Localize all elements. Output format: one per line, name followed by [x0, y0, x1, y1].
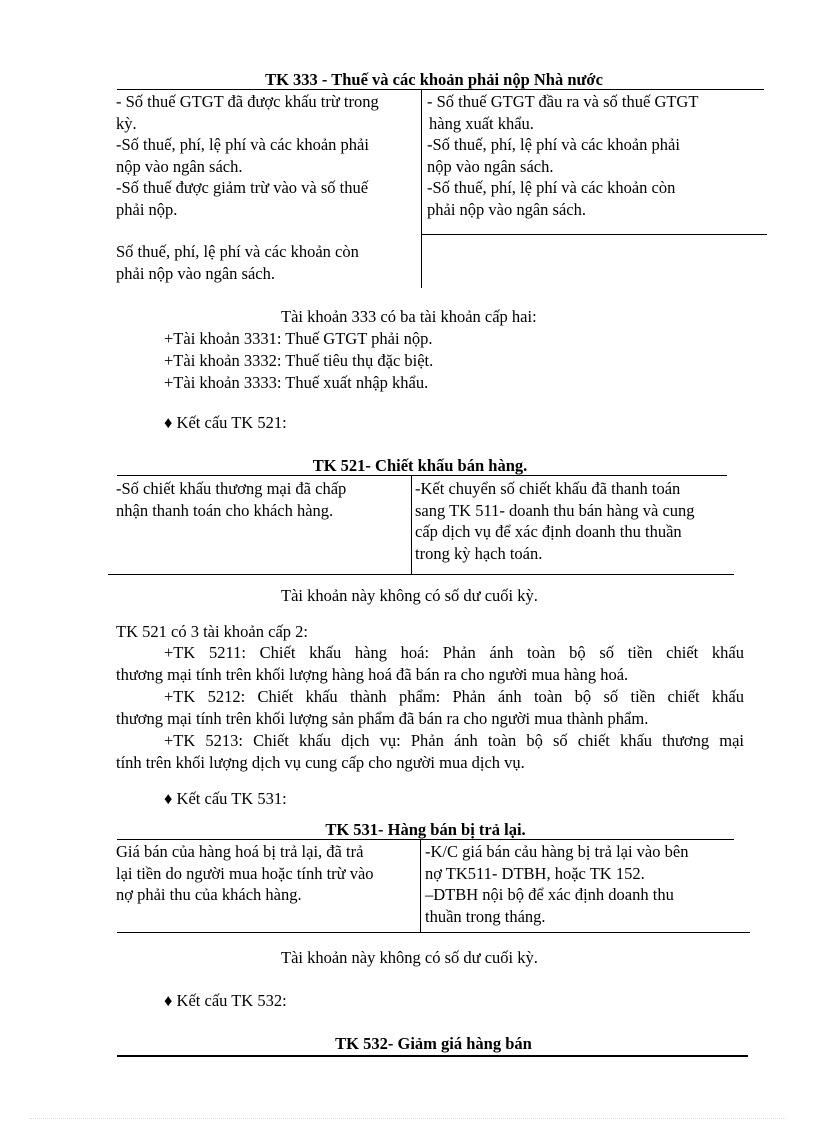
tk521-sub-line: thương mại tính trên khối lượng sản phẩm đã bán ra cho người mua thành phẩm.: [116, 709, 649, 728]
tk531-top-rule: [117, 839, 734, 840]
tk333-title: TK 333 - Thuế và các khoản phải nộp Nhà nước: [265, 70, 603, 89]
tk531-credit-line: nợ TK511- DTBH, hoặc TK 152.: [425, 863, 645, 883]
tk531-debit-line: lại tiền do người mua hoặc tính trừ vào: [116, 863, 374, 883]
tk532-title: TK 532- Giảm giá hàng bán: [335, 1034, 532, 1053]
tk521-title: TK 521- Chiết khấu bán hàng.: [312, 456, 528, 475]
tk521-no-balance-note: Tài khoản này không có số dư cuối kỳ.: [281, 586, 538, 605]
tk333-debit-line: - Số thuế GTGT đã được khấu trừ trong: [116, 92, 379, 111]
tk333-credit-line: hàng xuất khẩu.: [429, 113, 534, 133]
bullet-ket-cau-531: ♦ Kết cấu TK 531:: [164, 789, 287, 808]
tk521-top-rule: [117, 475, 727, 476]
tk521-debit-cell: [116, 478, 346, 521]
tk333-credit-line: nộp vào ngân sách.: [427, 156, 554, 176]
tk521-debit-line: nhận thanh toán cho khách hàng.: [116, 500, 334, 520]
tk333-credit-line: phải nộp vào ngân sách.: [427, 199, 586, 219]
tk521-credit-line: sang TK 511- doanh thu bán hàng và cung: [415, 500, 695, 520]
tk521-sub-line: +TK 5213: Chiết khấu dịch vụ: Phản ánh toàn bộ số chiết khấu thương mại: [164, 731, 744, 750]
tk531-credit-line: -K/C giá bán cảu hàng bị trả lại vào bên: [425, 842, 689, 861]
page-bottom-edge: [30, 1118, 786, 1119]
tk333-debit-line: -Số thuế, phí, lệ phí và các khoản phải: [116, 135, 369, 154]
tk333-balance-line: Số thuế, phí, lệ phí và các khoản còn: [116, 242, 359, 261]
bullet-ket-cau-521: ♦ Kết cấu TK 521:: [164, 413, 287, 432]
tk333-credit-cell: [427, 91, 698, 220]
tk521-credit-cell: [415, 478, 695, 564]
tk521-sub-item-5212: [116, 686, 744, 730]
tk531-debit-cell: [116, 841, 374, 906]
tk333-credit-line: -Số thuế, phí, lệ phí và các khoản phải: [427, 135, 680, 154]
tk521-sub-line: tính trên khối lượng dịch vụ cung cấp cho người mua dịch vụ.: [116, 753, 525, 772]
bullet-ket-cau-532: ♦ Kết cấu TK 532:: [164, 991, 287, 1010]
tk333-center-rule: [421, 89, 422, 288]
tk333-debit-line: nộp vào ngân sách.: [116, 156, 243, 176]
tk531-credit-cell: [425, 841, 688, 927]
tk333-sub-item: +Tài khoản 3332: Thuế tiêu thụ đặc biệt.: [164, 351, 434, 370]
tk333-sub-item: +Tài khoản 3333: Thuế xuất nhập khẩu.: [164, 373, 429, 392]
tk333-balance-rule: [421, 234, 767, 235]
tk531-title: TK 531- Hàng bán bị trả lại.: [325, 820, 526, 839]
tk333-credit-line: - Số thuế GTGT đầu ra và số thuế GTGT: [427, 92, 699, 111]
tk521-sub-item-5211: [116, 642, 744, 686]
tk333-top-rule: [117, 89, 764, 90]
tk333-sub-item: +Tài khoản 3331: Thuế GTGT phải nộp.: [164, 329, 433, 348]
tk333-balance-line: phải nộp vào ngân sách.: [116, 263, 275, 283]
tk333-balance-cell: [116, 241, 359, 284]
tk521-credit-line: -Kết chuyển số chiết khấu đã thanh toán: [415, 479, 681, 498]
tk521-credit-line: cấp dịch vụ để xác định doanh thu thuần: [415, 522, 682, 541]
tk521-credit-line: trong kỳ hạch toán.: [415, 543, 543, 563]
tk521-sub-line: +TK 5211: Chiết khấu hàng hoá: Phản ánh toàn bộ số tiền chiết khấu: [164, 643, 744, 662]
tk333-debit-line: -Số thuế được giảm trừ vào và số thuế: [116, 178, 369, 197]
tk531-credit-line: –DTBH nội bộ để xác định doanh thu: [425, 885, 674, 904]
tk531-bottom-rule: [117, 932, 750, 933]
tk521-sub-line: thương mại tính trên khối lượng hàng hoá đã bán ra cho người mua hàng hoá.: [116, 665, 629, 684]
tk333-credit-line: -Số thuế, phí, lệ phí và các khoản còn: [427, 178, 676, 197]
tk521-bottom-rule: [108, 574, 734, 575]
tk521-sub-item-5213: [116, 730, 744, 774]
tk521-center-rule: [411, 475, 412, 574]
tk531-center-rule: [420, 839, 421, 932]
tk531-debit-line: nợ phải thu của khách hàng.: [116, 885, 302, 904]
tk521-debit-line: -Số chiết khấu thương mại đã chấp: [116, 479, 347, 498]
tk333-debit-cell: [116, 91, 379, 220]
tk521-sub-line: +TK 5212: Chiết khấu thành phẩm: Phản ánh toàn bộ số tiền chiết khấu: [164, 687, 744, 706]
tk531-no-balance-note: Tài khoản này không có số dư cuối kỳ.: [281, 948, 538, 967]
tk531-debit-line: Giá bán của hàng hoá bị trả lại, đã trả: [116, 842, 364, 861]
tk531-credit-line: thuần trong tháng.: [425, 906, 546, 926]
tk521-sub-intro: TK 521 có 3 tài khoản cấp 2:: [116, 622, 308, 641]
tk532-top-rule: [117, 1055, 748, 1057]
tk333-sub-intro: Tài khoản 333 có ba tài khoản cấp hai:: [281, 307, 537, 326]
tk333-debit-line: kỳ.: [116, 113, 137, 133]
tk333-sub-list: [164, 328, 433, 394]
tk333-debit-line: phải nộp.: [116, 199, 178, 219]
